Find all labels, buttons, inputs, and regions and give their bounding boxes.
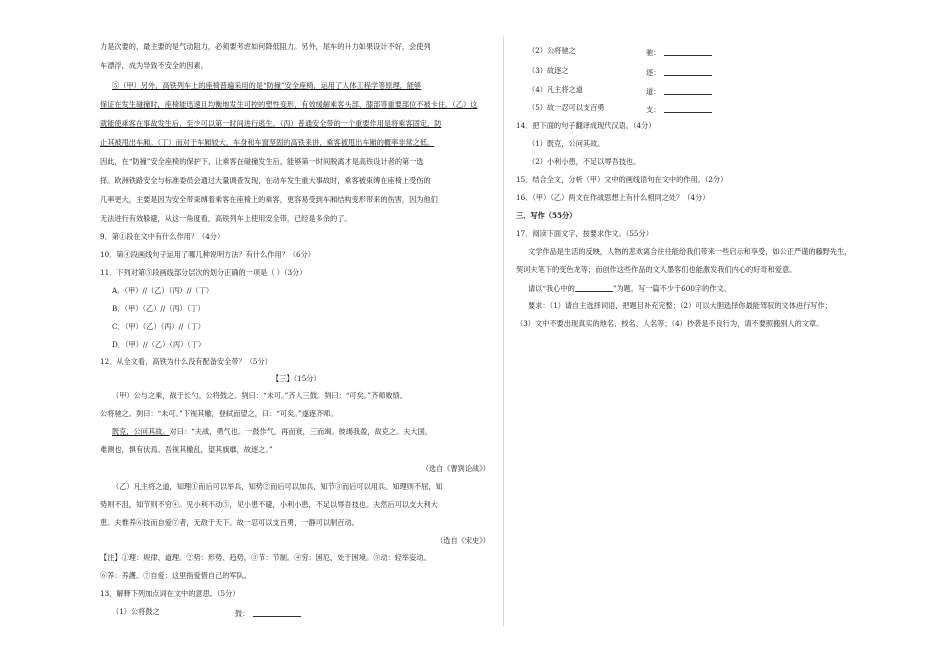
answer-blank-5[interactable] <box>646 104 712 113</box>
passage-line-underlined: 保证在发生碰撞时，座椅能迅速且均衡地发生可控的塑性变形，有效缓解乘客头部、膝部等重要部位不被卡住。（乙）这 <box>100 100 478 109</box>
option-c: C．（甲）（乙）（丙）//（丁） <box>112 322 205 331</box>
question-12: 12．从全文看，高铁为什么没有配备安全带？（5分） <box>100 357 272 366</box>
annotation-note: 【注】①理：规律、道理。②势：形势、趋势。③节：节制。④穷：困厄，处于困境。⑤动：轻举妄动。 <box>100 553 431 562</box>
passage-text: 对曰：“夫战，勇气也。一鼓作气，再而衰，三而竭。彼竭我盈，故克之。夫大国， <box>169 427 432 436</box>
question-13-item-3: （3）故逐之 <box>528 66 569 75</box>
annotation-note: ⑥养：养護。⑦自爱：这里指爱惜自己的军队。 <box>100 571 251 580</box>
question-11: 11．下列对第⑤段画线部分层次的划分正确的一项是（ ）（3分） <box>100 268 307 277</box>
writing-prompt-line: 契诃夫笔下的变色龙等；而创作这些作品的文人墨客们也能激发我们内心的好奇和爱意。 <box>516 265 797 274</box>
question-16: 16．（甲）（乙）两文在作战思想上有什么相同之处？（4分） <box>516 193 710 202</box>
passage-yi-line: （乙）凡主将之道，知理①而后可以举兵，知势②而后可以加兵，知节③而后可以用兵。知理则不屈，知 <box>112 482 443 491</box>
passage-line: 择。欧洲铁路安全与标准委员会通过大量调查发现，在动车发生重大事故时，乘客被束缚在座椅上受伤的 <box>100 176 431 185</box>
passage-line-underlined: 止其被甩出车厢。（丁）而对于车厢较大、车身和车窗坚固的高铁来讲，乘客被甩出车厢的概率非常之低。 <box>100 138 435 147</box>
answer-blank-4[interactable] <box>646 86 712 95</box>
answer-line[interactable] <box>664 67 712 76</box>
underlined-sentence: 既克，公问其故。 <box>112 427 170 436</box>
answer-blank-3[interactable] <box>646 67 712 76</box>
question-13-item-4: （4）凡主将之道 <box>528 85 583 94</box>
answer-blank-2[interactable] <box>646 47 712 56</box>
source-citation: （选自《曹刿论战》） <box>421 464 490 473</box>
title-blank[interactable] <box>575 284 613 292</box>
passage-line: 车漂浮，成为导致不安全的因素。 <box>100 61 208 70</box>
answer-label: 逐： <box>646 67 661 77</box>
answer-blank-1[interactable] <box>235 608 301 617</box>
question-13-item-1: （1）公将鼓之 <box>112 607 160 616</box>
question-9: 9．第①段在文中有什么作用？（4分） <box>100 232 225 241</box>
passage-yi-line: 患。夫惟养⑥技而自爱⑦者，无敌于天下。故一忍可以支百勇，一静可以制百动。 <box>100 518 359 527</box>
answer-label: 驰： <box>646 47 661 57</box>
passage-line: 因此，在“防撞”安全座椅的保护下，让乘客在碰撞发生后，能够第一时间脱离才是高铁设计者的第一选 <box>100 157 424 166</box>
option-a: A．（甲）//（乙）（丙）//（丁） <box>112 286 214 295</box>
question-17: 17．阅读下面文字，按要求作文。（55分） <box>516 229 653 238</box>
answer-label: 道： <box>646 86 661 96</box>
question-14-item-1: （1）既克，公问其故。 <box>528 139 605 148</box>
passage-line-underlined: 就能使乘客在事故发生后，至少可以第一时间进行逃生。（丙）普通安全带的一个重要作用是将乘客固定，防 <box>100 119 442 128</box>
prompt-text: 请以“我心中的 <box>528 283 575 293</box>
answer-line[interactable] <box>664 86 712 95</box>
answer-label: 支： <box>646 104 661 114</box>
passage-jia-line: 公将驰之。刿曰：“未可。”下视其辙，登轼而望之，曰：“可矣。”遂逐齐师。 <box>100 409 338 418</box>
question-13: 13．解释下列加点词在文中的意思。（5分） <box>100 589 240 598</box>
prompt-text: ”为题，写一篇不少于600字的作文。 <box>612 283 731 293</box>
question-13-item-5: （5）故一忍可以支百勇 <box>528 103 605 112</box>
passage-jia-line <box>112 428 432 435</box>
question-14: 14．把下面的句子翻译成现代汉语。（4分） <box>516 121 656 130</box>
question-10: 10．第④段画线句子运用了哪几种说明方法？有什么作用？（6分） <box>100 250 315 259</box>
section-3-title: 【三】（15分） <box>272 374 321 383</box>
question-15: 15．结合全文，分析（甲）文中的画线语句在文中的作用。（2分） <box>516 175 728 184</box>
source-citation: （选自《宋史》） <box>436 536 490 545</box>
answer-line[interactable] <box>664 104 712 113</box>
answer-label: 鼓： <box>235 608 250 618</box>
column-divider <box>503 36 504 626</box>
writing-title-prompt <box>528 284 731 292</box>
writing-requirements: 要求：（1）请自主选择词语，把题目补充完整；（2）可以大胆选择你最能驾驭的文体进行写作； <box>528 301 832 310</box>
passage-jia-line: 难测也，惧有伏焉。吾视其辙乱，望其旗靡，故逐之。” <box>100 445 273 454</box>
option-d: D．（甲）//（乙）（丙）（丁） <box>112 340 206 349</box>
answer-line[interactable] <box>253 608 301 617</box>
passage-line: 力是次要的，最主要的是气动阻力，必须要考虑如何降低阻力。另外，尾车的升力如果设计不好，会使列 <box>100 42 431 51</box>
section-writing-title: 三、写作（55分） <box>516 211 577 220</box>
passage-jia-line: （甲）公与之乘，战于长勺。公将鼓之。刿曰：“未可。”齐人三鼓。刿曰：“可矣。”齐师败绩。 <box>112 391 408 400</box>
option-b: B．（甲）（乙）//（丙）（丁） <box>112 304 205 313</box>
passage-line: 几率更大，主要是因为安全带束缚着乘客在座椅上的乘客，更容易受到车厢结构变形带来的伤害，因为他们 <box>100 195 438 204</box>
question-14-item-2: （2）小利小患，不足以辱吾技也。 <box>528 157 641 166</box>
question-13-item-2: （2）公将驰之 <box>528 46 576 55</box>
writing-requirements: （3）文中不要出现真实的地名、校名、人名等；（4）抄袭是不良行为，请不要照搬别人的文章。 <box>516 319 824 328</box>
passage-line: 无法进行有效躲避，从这一角度看，高铁列车上使用安全带，已经是多余的了。 <box>100 214 352 223</box>
writing-prompt-line: 文学作品是生活的反映，人物的悲欢离合往往能给我们带来一些启示和享受，如公正严谨的藤野先生， <box>528 247 852 256</box>
passage-yi-line: 势则不沮，知节则不穷④。见小利不动⑤，见小患不避，小利小患，不足以辱吾技也。夫然后可以支大利大 <box>100 500 438 509</box>
passage-line-underlined: ⑤（甲）另外，高铁列车上的座椅普遍采用的是“防撞”安全座椅，运用了人体工程学等原理，能够 <box>112 81 422 90</box>
answer-line[interactable] <box>664 47 712 56</box>
